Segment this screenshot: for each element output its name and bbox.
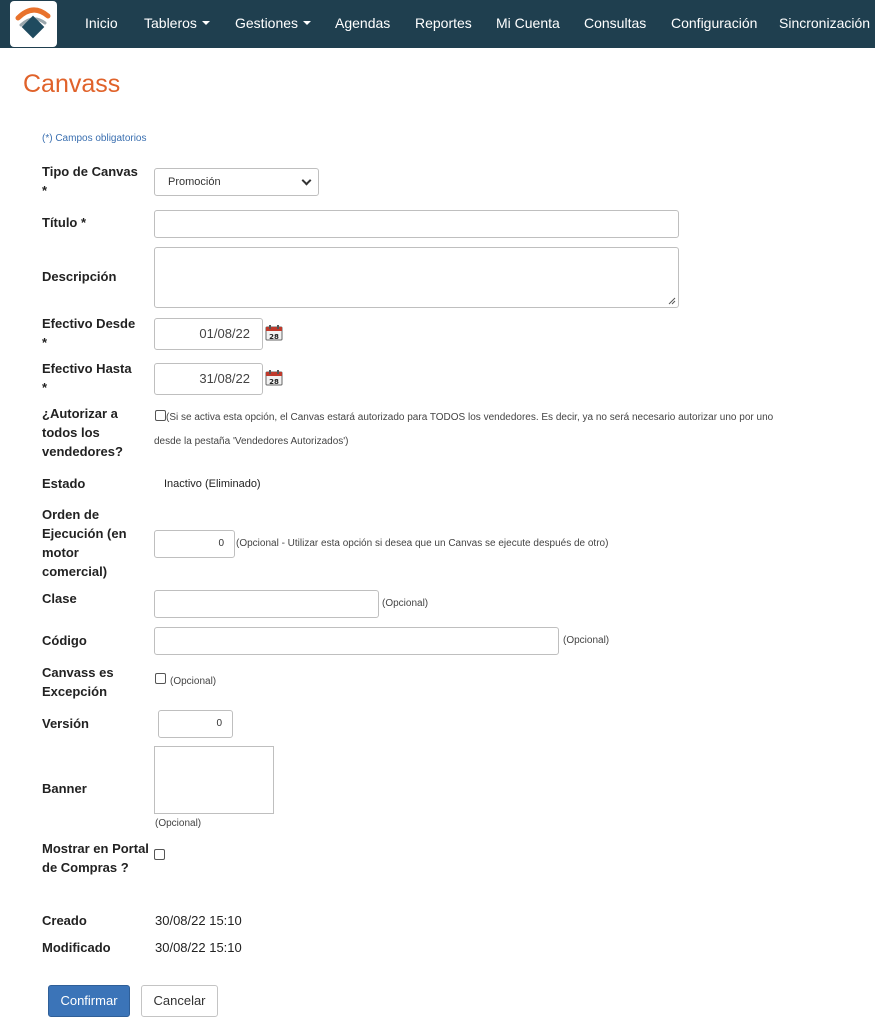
estado-label: Estado bbox=[42, 476, 86, 491]
efectivo-desde-input[interactable]: 01/08/22 bbox=[154, 318, 263, 350]
required-fields-note: (*) Campos obligatorios bbox=[42, 133, 147, 144]
clase-hint: (Opcional) bbox=[382, 598, 429, 609]
chevron-down-icon bbox=[302, 176, 312, 186]
efectivo-desde-label: Efectivo Desde * bbox=[42, 316, 136, 350]
banner-image-box[interactable] bbox=[154, 746, 274, 814]
tipo-canvas-select[interactable]: Promoción bbox=[154, 168, 319, 196]
svg-text:28: 28 bbox=[269, 333, 279, 341]
nav-inicio[interactable]: Inicio bbox=[85, 15, 118, 31]
orden-ejecucion-input[interactable]: 0 bbox=[154, 530, 235, 558]
nav-tableros[interactable]: Tableros bbox=[144, 0, 210, 48]
nav-consultas[interactable]: Consultas bbox=[584, 15, 647, 31]
clase-label: Clase bbox=[42, 591, 77, 606]
autorizar-checkbox[interactable] bbox=[155, 410, 166, 421]
caret-down-icon bbox=[202, 21, 210, 25]
descripcion-label: Descripción bbox=[42, 269, 117, 284]
nav-sincronizacion[interactable]: Sincronización bbox=[779, 15, 871, 31]
calendar-icon[interactable] bbox=[265, 370, 283, 386]
banner-hint: (Opcional) bbox=[155, 818, 202, 829]
tipo-canvas-label: Tipo de Canvas * bbox=[42, 164, 138, 198]
autorizar-label: ¿Autorizar a todos los vendedores? bbox=[42, 406, 123, 459]
titulo-label: Título * bbox=[42, 215, 87, 230]
page-title: Canvass bbox=[23, 70, 121, 98]
efectivo-hasta-label: Efectivo Hasta * bbox=[42, 361, 132, 395]
version-label: Versión bbox=[42, 716, 89, 731]
codigo-hint: (Opcional) bbox=[563, 635, 610, 646]
app-logo-icon[interactable] bbox=[10, 1, 57, 47]
nav-reportes[interactable]: Reportes bbox=[415, 15, 472, 31]
creado-label: Creado bbox=[42, 913, 87, 928]
nav-gestiones[interactable]: Gestiones bbox=[235, 0, 311, 48]
version-input[interactable]: 0 bbox=[158, 710, 233, 738]
caret-down-icon bbox=[303, 21, 311, 25]
modificado-label: Modificado bbox=[42, 940, 111, 955]
nav-mi-cuenta[interactable]: Mi Cuenta bbox=[496, 15, 560, 31]
nav-agendas[interactable]: Agendas bbox=[335, 15, 391, 31]
portal-compras-checkbox[interactable] bbox=[154, 849, 165, 860]
codigo-label: Código bbox=[42, 633, 87, 648]
top-navbar bbox=[0, 0, 875, 48]
portal-compras-label: Mostrar en Portal de Compras ? bbox=[42, 841, 149, 875]
orden-ejecucion-hint: (Opcional - Utilizar esta opción si desea que un Canvas se ejecute después de otro) bbox=[236, 538, 609, 549]
nav-configuracion[interactable]: Configuración bbox=[671, 15, 758, 31]
orden-ejecucion-label: Orden de Ejecución (en motor comercial) bbox=[42, 507, 127, 579]
estado-value: Inactivo (Eliminado) bbox=[164, 478, 261, 490]
excepcion-label: Canvass es Excepción bbox=[42, 665, 114, 699]
titulo-input[interactable] bbox=[154, 210, 679, 238]
excepcion-checkbox[interactable] bbox=[155, 673, 166, 684]
cancel-button[interactable]: Cancelar bbox=[141, 985, 218, 1017]
svg-text:28: 28 bbox=[269, 378, 279, 386]
autorizar-hint-continued: desde la pestaña 'Vendedores Autorizados') bbox=[154, 436, 349, 447]
modificado-value: 30/08/22 15:10 bbox=[155, 940, 242, 955]
creado-value: 30/08/22 15:10 bbox=[155, 913, 242, 928]
banner-label: Banner bbox=[42, 781, 87, 796]
clase-input[interactable] bbox=[154, 590, 379, 618]
calendar-icon[interactable] bbox=[265, 325, 283, 341]
autorizar-hint: (Si se activa esta opción, el Canvas estará autorizado para TODOS los vendedores. Es decir, ya no será necesario autorizar uno por uno bbox=[166, 412, 774, 423]
confirm-button[interactable]: Confirmar bbox=[48, 985, 130, 1017]
codigo-input[interactable] bbox=[154, 627, 559, 655]
efectivo-hasta-input[interactable]: 31/08/22 bbox=[154, 363, 263, 395]
descripcion-textarea[interactable] bbox=[154, 247, 679, 308]
resize-handle-icon[interactable] bbox=[668, 297, 676, 305]
excepcion-hint: (Opcional) bbox=[170, 676, 217, 687]
